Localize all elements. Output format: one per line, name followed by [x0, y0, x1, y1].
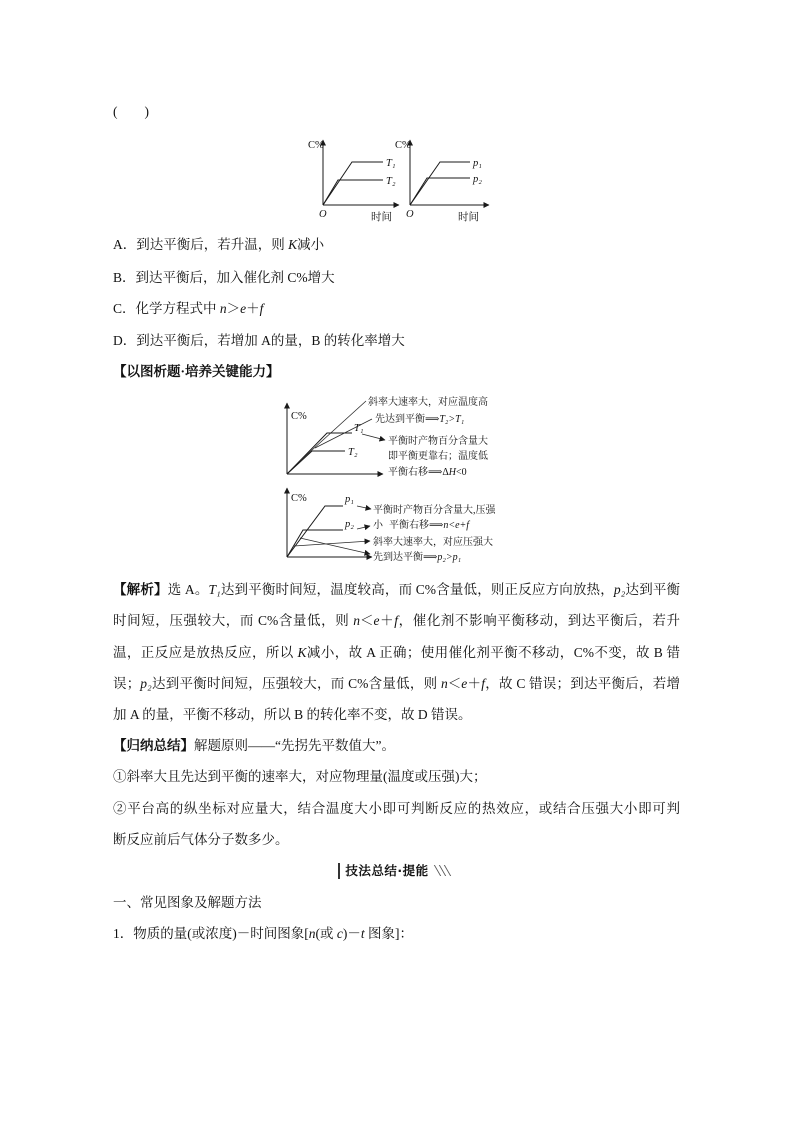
diagram-pressure-annotated — [287, 488, 496, 563]
banner-label — [338, 863, 454, 879]
note-shift — [389, 518, 470, 531]
note-shift-relation: n<e+f — [443, 520, 470, 531]
item-text: )－ — [342, 926, 361, 941]
curve-p1 — [287, 506, 343, 557]
note-shift-var: H — [448, 467, 457, 478]
analysis-text: ＜ — [360, 613, 374, 628]
y-axis-label: C% — [395, 140, 411, 151]
curve-t2-label: T₂ — [348, 447, 358, 458]
note-first-text: 先到达平衡⟹ — [373, 552, 438, 563]
option-d — [113, 331, 405, 351]
graph-pressure-small — [395, 140, 489, 223]
answer-blank-parentheses: ( ) — [113, 104, 149, 119]
option-c — [113, 299, 263, 319]
analysis-var: p₂ — [140, 676, 152, 691]
origin-label: O — [319, 209, 327, 220]
note-first-equilibrium — [373, 550, 461, 563]
analysis-text: ＋ — [379, 613, 395, 628]
analysis-var: f — [481, 676, 486, 691]
option-c-var-e: e — [240, 301, 247, 316]
note-first-relation: T₂>T₁ — [439, 414, 465, 425]
analysis-text: 达到平衡时间短，温度较高，而 C%含量低，则正反应方向放热， — [220, 582, 614, 597]
curve-t1 — [323, 162, 383, 205]
analysis-text: 达到平衡时间短，压强较大，而 C%含量低，则 — [151, 676, 441, 691]
banner-slashes-decoration — [435, 865, 453, 876]
analysis-text: ＜ — [447, 676, 462, 691]
section-banner — [0, 862, 793, 880]
note-yield: 平衡时产物百分含量大,压强 — [373, 505, 496, 516]
option-b — [113, 268, 335, 288]
arrow-yield — [362, 434, 385, 440]
y-axis-label: C% — [291, 411, 307, 422]
curve-p2-label: p₂ — [473, 174, 482, 185]
item-var-t: t — [360, 926, 365, 941]
curve-t1 — [287, 433, 352, 474]
option-d-text: D．到达平衡后，若增加 A的量，B 的转化率增大 — [113, 333, 405, 348]
analysis-var: e — [373, 613, 380, 628]
item-var-n: n — [308, 926, 316, 941]
option-c-plus: ＋ — [246, 301, 260, 316]
curve-p1-label: p₁ — [345, 494, 354, 505]
note-shift-prefix: 小 — [373, 520, 383, 531]
analysis-text: ，催化剂不影响平衡移动，到达平衡后，若升 — [398, 613, 681, 628]
analysis-text: 时间短，压强较大，而 C%含量低，则 — [113, 613, 354, 628]
diagram-temperature-annotated — [287, 395, 488, 478]
note-shift-enthalpy — [388, 465, 467, 478]
analysis-line-3 — [113, 643, 680, 663]
note-slope: 斜率大速率大，对应压强大 — [373, 537, 493, 548]
curve-t2-label: T₂ — [386, 176, 396, 187]
option-c-var-f: f — [259, 301, 264, 316]
arrow-shift — [357, 526, 370, 529]
option-a-text: A．到达平衡后，若升温，则 — [113, 237, 289, 252]
curve-p2 — [410, 178, 470, 205]
summary-point-2: ②平台高的纵坐标对应量大，结合温度大小即可判断反应的热效应，或结合压强大小即可判 — [113, 801, 680, 816]
item-var-c: c — [336, 926, 343, 941]
note-slope: 斜率大速率大，对应温度高 — [368, 397, 488, 408]
analysis-line-2 — [113, 611, 680, 631]
note-yield: 平衡时产物百分含量大 — [388, 436, 488, 447]
note-shift-end: <0 — [456, 467, 467, 478]
arrow-yield — [357, 506, 371, 509]
analysis-text: ＋ — [467, 676, 482, 691]
analysis-line-4 — [113, 674, 680, 694]
note-shift-text: 平衡右移⟹Δ — [388, 467, 449, 478]
item-text: 1．物质的量(或浓度)－时间图象[ — [113, 926, 309, 941]
option-c-text: C．化学方程式中 — [113, 301, 220, 316]
analysis-var: n — [353, 613, 361, 628]
banner-text: 技法总结·提能 — [345, 863, 429, 878]
note-first-equilibrium — [375, 412, 464, 425]
option-a — [113, 235, 324, 255]
section-heading: 【以图析题·培养关键能力】 — [113, 364, 280, 379]
curve-t2 — [287, 451, 345, 474]
analysis-var: K — [297, 645, 307, 660]
option-b-text: B．到达平衡后，加入催化剂 C%增大 — [113, 270, 335, 285]
analysis-text: ，故 C 错误；到达平衡后，若增 — [485, 676, 681, 691]
curve-t1-label: T₁ — [354, 423, 364, 434]
y-axis-label: C% — [308, 140, 324, 151]
item-text: (或 — [315, 926, 337, 941]
x-axis-label: 时间 — [458, 212, 479, 223]
note-equilibrium-right: 即平衡更靠右；温度低 — [388, 451, 488, 462]
summary-principle: 解题原则——“先拐先平数值大”。 — [194, 738, 395, 753]
analysis-text: 加 A 的量，平衡不移动，所以 B 的转化率不变，故 D 错误。 — [113, 707, 472, 722]
summary-point-1: ①斜率大且先达到平衡的速率大，对应物理量(温度或压强)大； — [113, 769, 487, 784]
curve-p2-label: p₂ — [345, 519, 354, 530]
curve-p1 — [410, 162, 470, 205]
leader-first-equilibrium — [300, 538, 370, 554]
item-text: 图象]： — [364, 926, 414, 941]
analysis-line-5 — [113, 705, 472, 725]
graph-temperature-small — [308, 140, 399, 223]
summary-point-2-cont: 断反应前后气体分子数多少。 — [113, 832, 289, 847]
analysis-text: 减小，故 A 正确；使用催化剂平衡不移动，C%不变，故 B 错 — [306, 645, 681, 660]
origin-label: O — [406, 209, 414, 220]
analysis-var: e — [461, 676, 468, 691]
note-shift-text: 平衡右移⟹ — [389, 520, 444, 531]
section-one-title: 一、常见图象及解题方法 — [113, 895, 262, 910]
note-first-text: 先达到平衡⟹ — [375, 414, 440, 425]
summary-label: 【归纳总结】 — [113, 738, 194, 753]
option-a-text-end: 减小 — [297, 237, 325, 252]
analysis-text: 温，正反应是放热反应，所以 — [113, 645, 298, 660]
analysis-line-1 — [113, 580, 680, 600]
x-axis-label: 时间 — [371, 212, 392, 223]
analysis-text: 选 A。 — [167, 582, 209, 597]
summary-line-1 — [113, 736, 395, 756]
analysis-var: p₂ — [613, 582, 626, 597]
analysis-text: 误； — [113, 676, 141, 691]
analysis-var: f — [394, 613, 399, 628]
option-a-var: K — [288, 237, 298, 252]
item-one-title — [113, 924, 413, 944]
option-c-var-n: n — [219, 301, 227, 316]
analysis-label: 【解析】 — [113, 582, 168, 597]
analysis-text: 达到平衡 — [625, 582, 681, 597]
option-c-gt: ＞ — [226, 301, 241, 316]
curve-p1-label: p₁ — [473, 158, 482, 169]
analysis-var: T₁ — [208, 582, 221, 597]
curve-t1-label: T₁ — [386, 158, 396, 169]
analysis-var: n — [440, 676, 448, 691]
y-axis-label: C% — [291, 493, 307, 504]
note-first-relation: p₂>p₁ — [437, 552, 462, 563]
